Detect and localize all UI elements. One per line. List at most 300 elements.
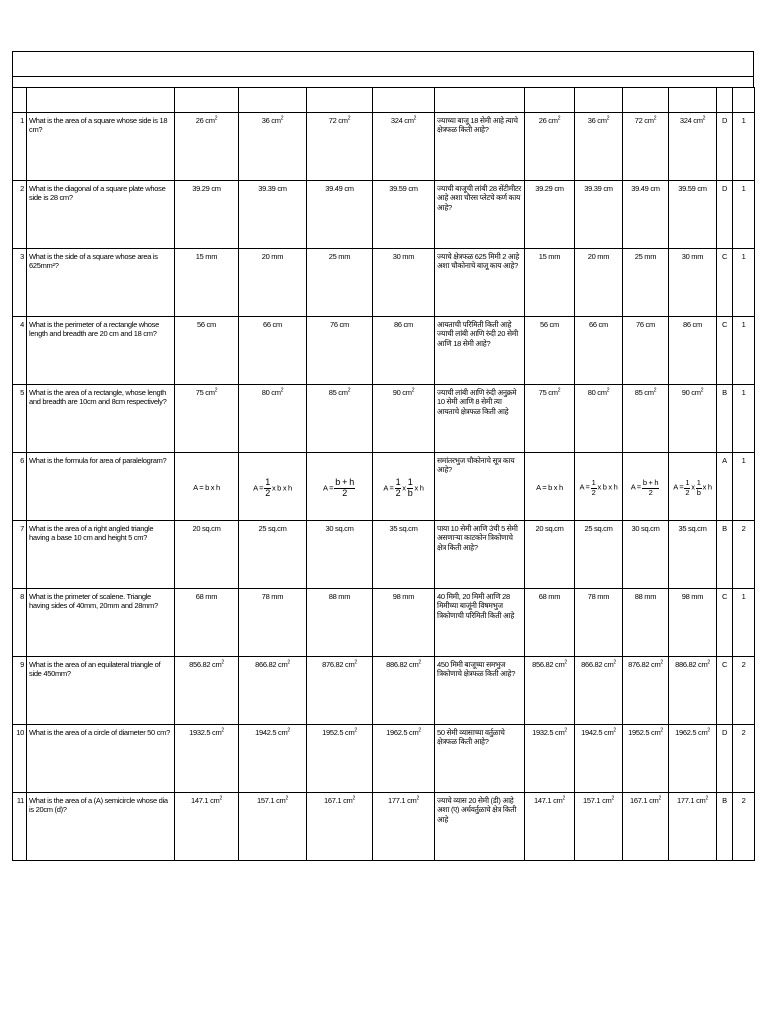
unit-superscript: 2 xyxy=(606,387,610,394)
question-number: 9 xyxy=(13,657,27,725)
option-text: 86 cm xyxy=(683,320,702,329)
question-marathi: 450 मिमी बाजूच्या समभुज त्रिकोणाचे क्षेत्रफळ किती आहे? xyxy=(435,657,525,725)
option-english-a xyxy=(175,521,239,589)
marks: 1 xyxy=(733,453,755,521)
option-marathi-c xyxy=(623,725,669,793)
sheet-title-area xyxy=(12,51,754,88)
option-text: 856.82 cm xyxy=(189,660,222,669)
option-text: 20 sq.cm xyxy=(535,524,564,533)
option-marathi-a xyxy=(525,521,575,589)
option-text: 39.49 cm xyxy=(325,184,354,193)
option-english-a xyxy=(175,249,239,317)
question-table xyxy=(12,87,755,861)
option-text: 324 cm xyxy=(390,116,414,125)
unit-superscript: 2 xyxy=(660,727,663,734)
formula-text: A = xyxy=(253,482,264,492)
option-text: 15 mm xyxy=(195,252,218,261)
header-cell xyxy=(623,88,669,113)
option-text: 30 mm xyxy=(681,252,704,261)
option-text: 177.1 cm xyxy=(388,796,417,805)
option-text: 68 mm xyxy=(195,592,218,601)
correct-answer: A xyxy=(717,453,733,521)
option-text: 98 mm xyxy=(392,592,415,601)
denominator: 2 xyxy=(342,487,347,498)
correct-answer: B xyxy=(717,385,733,453)
unit-superscript: 2 xyxy=(287,659,290,666)
option-text: 39.49 cm xyxy=(631,184,660,193)
option-marathi-d xyxy=(669,521,717,589)
option-marathi-d xyxy=(669,181,717,249)
unit-superscript: 2 xyxy=(702,115,706,122)
fraction xyxy=(642,479,659,497)
option-text: 26 cm xyxy=(538,116,558,125)
option-english-b xyxy=(239,317,307,385)
question-marathi: ज्याचे क्षेत्रफळ 625 मिमी 2 आहे अशा चौकोनाचे बाजू काय आहे? xyxy=(435,249,525,317)
option-english-c xyxy=(307,589,373,657)
option-marathi-a xyxy=(525,725,575,793)
unit-superscript: 2 xyxy=(221,727,224,734)
option-marathi-a xyxy=(525,181,575,249)
option-text: 20 mm xyxy=(587,252,610,261)
option-text: 88 mm xyxy=(328,592,351,601)
marks: 1 xyxy=(733,113,755,181)
formula-text: A = b x h xyxy=(193,483,220,493)
option-text: 25 sq.cm xyxy=(258,524,287,533)
fraction xyxy=(684,479,690,497)
option-text: 866.82 cm xyxy=(255,660,288,669)
numerator: 1 xyxy=(696,478,701,488)
option-text: 56 cm xyxy=(540,320,559,329)
option-text: 1942.5 cm xyxy=(255,728,288,737)
option-text: 75 cm xyxy=(195,388,215,397)
unit-superscript: 2 xyxy=(418,659,421,666)
question-number: 7 xyxy=(13,521,27,589)
formula-text: A = xyxy=(383,482,394,492)
option-text: 66 cm xyxy=(589,320,608,329)
option-english-c xyxy=(307,249,373,317)
option-english-c xyxy=(307,453,373,521)
option-marathi-c xyxy=(623,453,669,521)
denominator: b xyxy=(407,487,413,498)
option-marathi-d xyxy=(669,249,717,317)
option-text: 66 cm xyxy=(263,320,282,329)
option-text: 177.1 cm xyxy=(677,796,706,805)
header-cell xyxy=(435,88,525,113)
fraction xyxy=(395,478,402,499)
formula-text: x h xyxy=(414,482,424,492)
question-marathi: 50 सेमी व्यासाच्या वर्तुळाचे क्षेत्रफळ किती आहे? xyxy=(435,725,525,793)
header-row xyxy=(13,88,755,113)
question-english: What is the perimeter of a rectangle whose length and breadth are 20 cm and 18 cm? xyxy=(27,317,175,385)
option-text: 35 sq.cm xyxy=(678,524,707,533)
question-row xyxy=(13,793,755,861)
unit-superscript: 2 xyxy=(285,795,288,802)
correct-answer: B xyxy=(717,793,733,861)
option-text: 167.1 cm xyxy=(324,796,353,805)
option-text: 25 mm xyxy=(328,252,351,261)
question-number: 8 xyxy=(13,589,27,657)
option-english-d xyxy=(373,385,435,453)
header-cell xyxy=(307,88,373,113)
option-text: 30 sq.cm xyxy=(631,524,660,533)
question-english: What is the side of a square whose area is 625mm²? xyxy=(27,249,175,317)
denominator: 2 xyxy=(648,487,653,497)
question-number: 2 xyxy=(13,181,27,249)
option-english-a xyxy=(175,453,239,521)
option-marathi-b xyxy=(575,385,623,453)
option-english-d xyxy=(373,113,435,181)
question-row xyxy=(13,521,755,589)
option-english-b xyxy=(239,725,307,793)
correct-answer: D xyxy=(717,181,733,249)
fraction xyxy=(407,478,414,499)
numerator: b + h xyxy=(335,476,354,487)
question-row xyxy=(13,589,755,657)
numerator: 1 xyxy=(407,476,413,487)
option-english-c xyxy=(307,385,373,453)
question-english: What is the area of a square whose side is 18 cm? xyxy=(27,113,175,181)
option-text: 324 cm xyxy=(679,116,703,125)
unit-superscript: 2 xyxy=(219,795,222,802)
option-english-a xyxy=(175,725,239,793)
formula-text: x b x h xyxy=(597,482,618,492)
option-marathi-c xyxy=(623,521,669,589)
option-marathi-d xyxy=(669,589,717,657)
denominator: 2 xyxy=(395,487,401,498)
option-marathi-b xyxy=(575,249,623,317)
option-marathi-a xyxy=(525,657,575,725)
fraction xyxy=(334,478,355,499)
option-text: 886.82 cm xyxy=(675,660,708,669)
option-text: 157.1 cm xyxy=(257,796,286,805)
option-text: 886.82 cm xyxy=(386,660,419,669)
correct-answer: C xyxy=(717,657,733,725)
header-cell xyxy=(27,88,175,113)
unit-superscript: 2 xyxy=(700,387,704,394)
option-english-b xyxy=(239,589,307,657)
option-text: 36 cm xyxy=(261,116,281,125)
option-text: 78 mm xyxy=(261,592,284,601)
option-text: 25 mm xyxy=(634,252,657,261)
question-row xyxy=(13,453,755,521)
unit-superscript: 2 xyxy=(660,659,663,666)
option-text: 1962.5 cm xyxy=(675,728,708,737)
option-english-c xyxy=(307,317,373,385)
question-row xyxy=(13,113,755,181)
denominator: 2 xyxy=(591,487,596,497)
unit-superscript: 2 xyxy=(347,115,351,122)
option-marathi-c xyxy=(623,385,669,453)
unit-superscript: 2 xyxy=(214,387,218,394)
question-marathi: 40 मिमी, 20 मिमी आणि 28 मिमीच्या बाजूंनी विषमभुज त्रिकोणाची परिमिती किती आहे xyxy=(435,589,525,657)
header-cell xyxy=(575,88,623,113)
option-text: 39.39 cm xyxy=(584,184,613,193)
option-text: 876.82 cm xyxy=(628,660,661,669)
question-marathi: आयताची परिमिती किती आहे ज्याची लांबी आणि रुंदी 20 सेमी आणि 18 सेमी आहे? xyxy=(435,317,525,385)
option-english-b xyxy=(239,521,307,589)
option-marathi-c xyxy=(623,249,669,317)
question-number: 3 xyxy=(13,249,27,317)
option-text: 856.82 cm xyxy=(532,660,565,669)
header-cell xyxy=(669,88,717,113)
question-marathi: ज्याचे व्यास 20 सेमी (डी) आहे अशा (ए) अर्धवर्तुळाचे क्षेत्र किती आहे xyxy=(435,793,525,861)
option-text: 39.39 cm xyxy=(258,184,287,193)
unit-superscript: 2 xyxy=(557,387,561,394)
option-marathi-a xyxy=(525,385,575,453)
question-english: What is the area of a rectangle, whose length and breadth are 10cm and 8cm respectively? xyxy=(27,385,175,453)
option-text: 85 cm xyxy=(328,388,348,397)
option-english-d xyxy=(373,521,435,589)
unit-superscript: 2 xyxy=(653,115,657,122)
option-english-b xyxy=(239,113,307,181)
question-row xyxy=(13,385,755,453)
option-text: 39.29 cm xyxy=(535,184,564,193)
option-english-d xyxy=(373,181,435,249)
formula-text: x b x h xyxy=(271,482,292,492)
marks: 2 xyxy=(733,657,755,725)
option-text: 1932.5 cm xyxy=(189,728,222,737)
option-english-c xyxy=(307,113,373,181)
header-cell xyxy=(733,88,755,113)
formula-text: A = xyxy=(323,482,334,492)
option-text: 98 mm xyxy=(681,592,704,601)
option-text: 76 cm xyxy=(636,320,655,329)
option-english-b xyxy=(239,657,307,725)
formula-text: x xyxy=(691,482,695,492)
option-text: 35 sq.cm xyxy=(389,524,418,533)
option-english-d xyxy=(373,453,435,521)
formula-text: x h xyxy=(702,482,712,492)
header-cell xyxy=(373,88,435,113)
option-marathi-d xyxy=(669,793,717,861)
option-english-a xyxy=(175,317,239,385)
unit-superscript: 2 xyxy=(416,795,419,802)
unit-superscript: 2 xyxy=(564,659,567,666)
unit-superscript: 2 xyxy=(707,659,710,666)
unit-superscript: 2 xyxy=(354,727,357,734)
option-marathi-b xyxy=(575,725,623,793)
option-english-a xyxy=(175,113,239,181)
option-english-a xyxy=(175,657,239,725)
header-cell xyxy=(717,88,733,113)
option-text: 78 mm xyxy=(587,592,610,601)
option-english-b xyxy=(239,385,307,453)
correct-answer: C xyxy=(717,249,733,317)
question-number: 5 xyxy=(13,385,27,453)
correct-answer: C xyxy=(717,317,733,385)
option-marathi-b xyxy=(575,181,623,249)
question-marathi: ज्याची बाजूची लांबी 28 सेंटीमीटर आहे अशा चौरस प्लेटचे कर्ण काय आहे? xyxy=(435,181,525,249)
option-text: 72 cm xyxy=(328,116,348,125)
unit-superscript: 2 xyxy=(658,795,661,802)
option-english-d xyxy=(373,793,435,861)
option-english-a xyxy=(175,385,239,453)
option-text: 876.82 cm xyxy=(322,660,355,669)
unit-superscript: 2 xyxy=(613,727,616,734)
marks: 1 xyxy=(733,589,755,657)
option-english-d xyxy=(373,657,435,725)
option-text: 1962.5 cm xyxy=(386,728,419,737)
question-marathi: पाया 10 सेमी आणि उंची 5 सेमी असणाऱ्या काटकोन त्रिकोणाचे क्षेत्र किती आहे? xyxy=(435,521,525,589)
option-text: 30 mm xyxy=(392,252,415,261)
option-text: 147.1 cm xyxy=(534,796,563,805)
denominator: 2 xyxy=(265,487,270,498)
option-english-b xyxy=(239,793,307,861)
unit-superscript: 2 xyxy=(705,795,708,802)
unit-superscript: 2 xyxy=(418,727,421,734)
correct-answer: D xyxy=(717,725,733,793)
option-marathi-d xyxy=(669,317,717,385)
question-row xyxy=(13,317,755,385)
marks: 1 xyxy=(733,317,755,385)
option-marathi-b xyxy=(575,113,623,181)
option-english-a xyxy=(175,589,239,657)
option-text: 80 cm xyxy=(587,388,607,397)
option-text: 80 cm xyxy=(261,388,281,397)
option-text: 1942.5 cm xyxy=(581,728,614,737)
question-marathi: ज्याच्या बाजू 18 सेमी आहे त्याचे क्षेत्रफळ किती आहे? xyxy=(435,113,525,181)
unit-superscript: 2 xyxy=(562,795,565,802)
option-english-c xyxy=(307,521,373,589)
option-marathi-c xyxy=(623,317,669,385)
marks: 2 xyxy=(733,725,755,793)
denominator: 2 xyxy=(685,487,690,497)
option-marathi-d xyxy=(669,385,717,453)
option-text: 72 cm xyxy=(634,116,654,125)
option-text: 167.1 cm xyxy=(630,796,659,805)
unit-superscript: 2 xyxy=(707,727,710,734)
question-number: 4 xyxy=(13,317,27,385)
correct-answer: B xyxy=(717,521,733,589)
numerator: 1 xyxy=(685,478,690,488)
option-marathi-c xyxy=(623,793,669,861)
option-marathi-b xyxy=(575,589,623,657)
denominator: b xyxy=(696,487,701,497)
fraction xyxy=(591,479,597,497)
option-marathi-a xyxy=(525,793,575,861)
numerator: 1 xyxy=(395,476,401,487)
marks: 1 xyxy=(733,249,755,317)
unit-superscript: 2 xyxy=(352,795,355,802)
option-marathi-b xyxy=(575,793,623,861)
option-marathi-c xyxy=(623,589,669,657)
option-text: 157.1 cm xyxy=(583,796,612,805)
option-text: 85 cm xyxy=(634,388,654,397)
formula-text: x xyxy=(402,482,406,492)
header-cell xyxy=(13,88,27,113)
option-text: 75 cm xyxy=(538,388,558,397)
option-english-b xyxy=(239,249,307,317)
correct-answer: C xyxy=(717,589,733,657)
option-text: 39.59 cm xyxy=(678,184,707,193)
header-cell xyxy=(239,88,307,113)
option-marathi-d xyxy=(669,725,717,793)
marks: 2 xyxy=(733,521,755,589)
question-number: 11 xyxy=(13,793,27,861)
formula-text: A = xyxy=(630,482,641,492)
correct-answer: D xyxy=(717,113,733,181)
unit-superscript: 2 xyxy=(613,659,616,666)
unit-superscript: 2 xyxy=(221,659,224,666)
unit-superscript: 2 xyxy=(653,387,657,394)
question-row xyxy=(13,725,755,793)
marks: 2 xyxy=(733,793,755,861)
option-marathi-a xyxy=(525,249,575,317)
unit-superscript: 2 xyxy=(413,115,417,122)
option-english-c xyxy=(307,725,373,793)
option-text: 1952.5 cm xyxy=(322,728,355,737)
question-row xyxy=(13,249,755,317)
title-divider xyxy=(13,76,753,77)
question-english: What is the area of an equilateral triangle of side 450mm? xyxy=(27,657,175,725)
option-marathi-a xyxy=(525,453,575,521)
marks: 1 xyxy=(733,181,755,249)
option-text: 68 mm xyxy=(538,592,561,601)
unit-superscript: 2 xyxy=(354,659,357,666)
question-english: What is the formula for area of paralelogram? xyxy=(27,453,175,521)
unit-superscript: 2 xyxy=(606,115,610,122)
option-marathi-b xyxy=(575,657,623,725)
option-text: 90 cm xyxy=(392,388,412,397)
option-english-c xyxy=(307,657,373,725)
option-english-b xyxy=(239,181,307,249)
question-number: 10 xyxy=(13,725,27,793)
option-marathi-a xyxy=(525,589,575,657)
question-number: 1 xyxy=(13,113,27,181)
option-text: 30 sq.cm xyxy=(325,524,354,533)
question-english: What is the diagonal of a square plate whose side is 28 cm? xyxy=(27,181,175,249)
option-marathi-d xyxy=(669,657,717,725)
formula-text: A = xyxy=(673,482,684,492)
option-text: 15 mm xyxy=(538,252,561,261)
option-english-d xyxy=(373,317,435,385)
question-row xyxy=(13,657,755,725)
option-english-c xyxy=(307,181,373,249)
unit-superscript: 2 xyxy=(347,387,351,394)
header-cell xyxy=(175,88,239,113)
option-text: 56 cm xyxy=(197,320,216,329)
question-marathi: समांतरभुज चौकोनाचे सूत्र काय आहे? xyxy=(435,453,525,521)
option-english-a xyxy=(175,181,239,249)
option-marathi-a xyxy=(525,113,575,181)
option-english-d xyxy=(373,249,435,317)
option-marathi-c xyxy=(623,113,669,181)
option-text: 1932.5 cm xyxy=(532,728,565,737)
option-text: 86 cm xyxy=(394,320,413,329)
unit-superscript: 2 xyxy=(564,727,567,734)
fraction xyxy=(696,479,702,497)
unit-superscript: 2 xyxy=(214,115,218,122)
option-english-d xyxy=(373,589,435,657)
numerator: 1 xyxy=(265,476,270,487)
option-marathi-b xyxy=(575,521,623,589)
option-marathi-d xyxy=(669,113,717,181)
option-marathi-b xyxy=(575,317,623,385)
option-marathi-c xyxy=(623,181,669,249)
unit-superscript: 2 xyxy=(280,387,284,394)
question-row xyxy=(13,181,755,249)
unit-superscript: 2 xyxy=(287,727,290,734)
option-marathi-a xyxy=(525,317,575,385)
option-text: 39.29 cm xyxy=(192,184,221,193)
unit-superscript: 2 xyxy=(411,387,415,394)
option-text: 90 cm xyxy=(681,388,701,397)
option-english-c xyxy=(307,793,373,861)
fraction xyxy=(264,478,271,499)
numerator: b + h xyxy=(642,478,659,488)
option-text: 88 mm xyxy=(634,592,657,601)
option-text: 39.59 cm xyxy=(389,184,418,193)
